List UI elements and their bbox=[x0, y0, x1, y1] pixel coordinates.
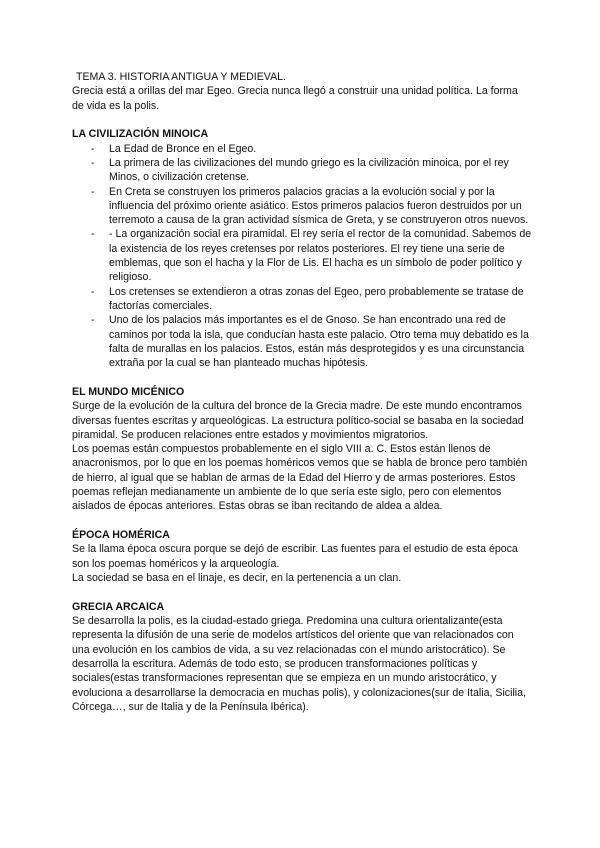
list-item-text: La primera de las civilizaciones del mundo griego es la civilización minoica, por el rey Minos, o civilización cretense. bbox=[109, 156, 509, 184]
section-heading-homerica: ÉPOCA HOMÉRICA bbox=[72, 529, 170, 542]
list-item-text: En Creta se construyen los primeros palacios gracias a la evolución social y por la influencia del próximo oriente asiático. Estos primeros palacios fueron destruidos por un terremoto a causa de la gran actividad sísmica de Greta, y se construyeron otros nuevos. bbox=[109, 185, 529, 227]
micenico-paragraph-1: Surge de la evolución de la cultura del bronce de la Grecia madre. De este mundo encontramos diversas fuentes escritas y arqueológicas. La estructura político-social se basaba en la sociedad piramidal. Se producen relaciones entre estados y movimientos migratorios. bbox=[72, 400, 524, 441]
list-item bbox=[91, 285, 532, 314]
homerica-paragraph-2: La sociedad se basa en el linaje, es decir, en la pertenencia a un clan. bbox=[72, 572, 402, 584]
list-item bbox=[91, 227, 532, 284]
list-item bbox=[91, 142, 532, 156]
arcaica-paragraph-1: Se desarrolla la polis, es la ciudad-estado griega. Predomina una cultura orientalizante(esta representa la difusión de una serie de modelos artísticos del oriente que van relacionados con una evolución en los cambios de vida, a su vez relacionadas con el mundo aristocrático). Se desarrolla la escritura. Además de todo esto, se producen transformaciones políticas y sociales(estas transformaciones representan que se empieza en un mundo aristocrático, y evoluciona a desarrollarse la democracia en muchas polis), y colonizaciones(sur de Italia, Sicilia, Córcega…, sur de Italia y de la Península Ibérica). bbox=[72, 615, 526, 713]
micenico-paragraph-2: Los poemas están compuestos probablemente en el siglo VIII a. C. Estos están llenos de anacronismos, por lo que en los poemas homéricos vemos que se habla de bronce pero también de hierro, al igual que se hablan de armas de la Edad del Hierro y de armas posteriores. Estos poemas reflejan medianamente un ambiente de lo que sería este siglo, pero con elementos aislados de épocas anteriores. Estas obras se iban recitando de aldea a aldea. bbox=[72, 443, 528, 513]
dash-bullet: - bbox=[91, 156, 95, 169]
dash-bullet: - bbox=[91, 228, 95, 241]
minoica-bullet-list bbox=[72, 142, 532, 371]
list-item bbox=[91, 156, 532, 185]
list-item-text: Uno de los palacios más importantes es el de Gnoso. Se han encontrado una red de caminos por toda la isla, que conducían hasta este palacio. Otro tema muy debatido es la falta de murallas en los palacios. Estos, están más desprotegidos y es una circunstancia extraña por la cual se han planteado muchas hipótesis. bbox=[109, 314, 529, 370]
section-heading-arcaica: GRECIA ARCAICA bbox=[72, 600, 165, 613]
section-heading-micenico: EL MUNDO MICÉNICO bbox=[72, 385, 185, 398]
intro-paragraph: Grecia está a orillas del mar Egeo. Grecia nunca llegó a construir una unidad política. La forma de vida es la polis. bbox=[72, 85, 518, 112]
dash-bullet: - bbox=[91, 142, 95, 155]
list-item-text: La Edad de Bronce en el Egeo. bbox=[109, 142, 257, 155]
dash-bullet: - bbox=[91, 314, 95, 327]
document-title: TEMA 3. HISTORIA ANTIGUA Y MEDIEVAL. bbox=[76, 71, 286, 83]
dash-bullet: - bbox=[91, 285, 95, 298]
list-item-text: Los cretenses se extendieron a otras zonas del Egeo, pero probablemente se tratase de factorías comerciales. bbox=[109, 285, 524, 312]
section-heading-minoica: LA CIVILIZACIÓN MINOICA bbox=[72, 128, 209, 141]
list-item bbox=[91, 185, 532, 228]
document-body bbox=[72, 70, 532, 714]
list-item bbox=[91, 313, 532, 370]
list-item-text: - La organización social era piramidal. El rey sería el rector de la comunidad. Sabemos de la existencia de los reyes cretenses por relatos posteriores. El rey tiene una serie de emblemas, que son el hacha y la Flor de Lis. El hacha es un símbolo de poder político y religioso. bbox=[109, 228, 532, 284]
dash-bullet: - bbox=[91, 185, 95, 198]
homerica-paragraph-1: Se la llama época oscura porque se dejó de escribir. Las fuentes para el estudio de esta época son los poemas homéricos y la arqueología. bbox=[72, 543, 518, 570]
